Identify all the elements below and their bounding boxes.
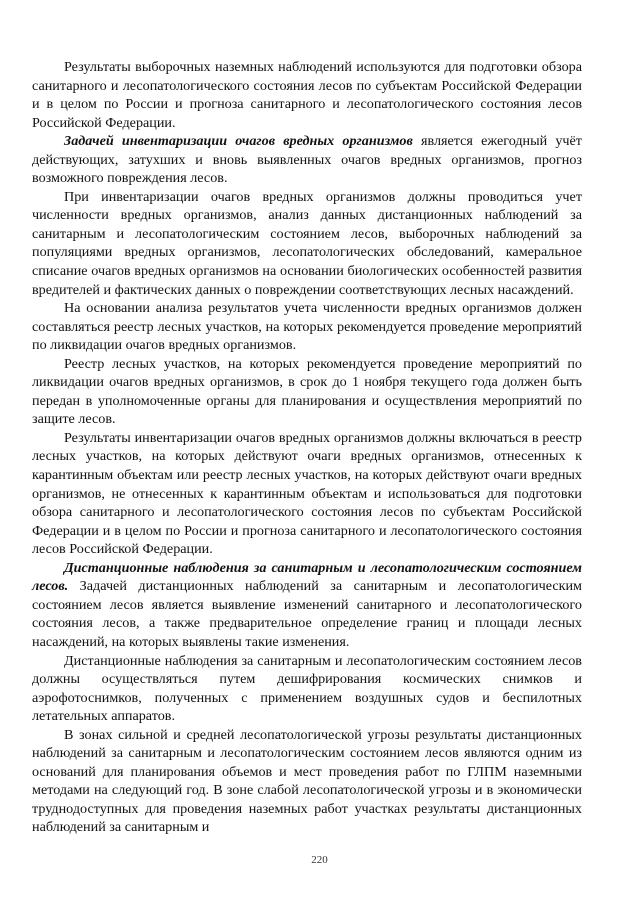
paragraph: [32, 132, 582, 188]
paragraph-lead: Дистанционные наблюдения за санитарным и лесопатологическим состоянием лесов.: [32, 559, 582, 595]
paragraph-text: Реестр лесных участков, на которых рекомендуется проведение мероприятий по ликвидации очагов вредных организмов, в срок до 1 ноября текущего года должен быть передан в уполномоченные органы для планирования и осуществления мероприятий по защите лесов.: [32, 355, 582, 428]
document-body: [32, 58, 582, 837]
paragraph: [32, 429, 582, 559]
paragraph-text: Результаты выборочных наземных наблюдений используются для подготовки обзора санитарного и лесопатологического состояния лесов по субъектам Российской Федерации и в целом по России и прогноза санитарного и лесопатологического состояния лесов Российской Федерации.: [32, 59, 582, 131]
paragraph: [32, 559, 582, 652]
paragraph: [32, 188, 582, 299]
paragraph: [32, 652, 582, 726]
paragraph-lead: Задачей инвентаризации очагов вредных организмов: [64, 133, 413, 150]
paragraph-text: При инвентаризации очагов вредных организмов должны проводиться учет численности вредных организмов, анализ данных дистанционных наблюдений за санитарным и лесопатологическим состоянием лесов, выборочных наблюдений за популяциями вредных организмов, лесопатологических обследований, камеральное списание очагов вредных организмов на основании биологических особенностей развития вредителей и фактических данных о повреждении соответствующих лесных насаждений.: [32, 188, 582, 298]
paragraph-text: Дистанционные наблюдения за санитарным и лесопатологическим состоянием лесов должны осуществляться путем дешифрирования космических снимков и аэрофотоснимков, полученных с применением воздушных судов и беспилотных летательных аппаратов.: [32, 652, 582, 725]
paragraph-text: Задачей дистанционных наблюдений за санитарным и лесопатологическим состоянием лесов является выявление изменений санитарного и лесопатологического состояния лесов, а также предварительное определение границ и площади лесных насаждений, на которых выявлены такие изменения.: [32, 578, 582, 650]
page-number: 220: [311, 854, 328, 866]
paragraph-text: Результаты инвентаризации очагов вредных организмов должны включаться в реестр лесных участков, на которых действуют очаги вредных организмов, отнесенных к карантинным объектам или реестр лесных участков, на которых действуют очаги вредных организмов, не отнесенных к карантинным объектам и использоваться для подготовки обзора санитарного и лесопатологического состояния лесов по субъектам Российской Федерации и в целом по России и прогноза санитарного и лесопатологического состояния лесов Российской Федерации.: [32, 429, 582, 558]
paragraph-text: В зонах сильной и средней лесопатологической угрозы результаты дистанционных наблюдений за санитарным и лесопатологическим состоянием лесов являются одним из оснований для планирования объемов и мест проведения работ по ГЛПМ наземными методами на следующий год. В зоне слабой лесопатологической угрозы и в экономически труднодоступных для проведения наземных работ участках результаты дистанционных наблюдений за санитарным и: [32, 726, 582, 836]
paragraph: [32, 726, 582, 837]
paragraph: [32, 58, 582, 132]
paragraph: [32, 299, 582, 355]
paragraph-text: На основании анализа результатов учета численности вредных организмов должен составляться реестр лесных участков, на которых рекомендуется проведение мероприятий по ликвидации очагов вредных организмов.: [32, 300, 582, 354]
paragraph-text: является ежегодный учёт действующих, затухших и вновь выявленных очагов вредных организмов, прогноз возможного повреждения лесов.: [32, 133, 582, 187]
paragraph: [32, 355, 582, 429]
